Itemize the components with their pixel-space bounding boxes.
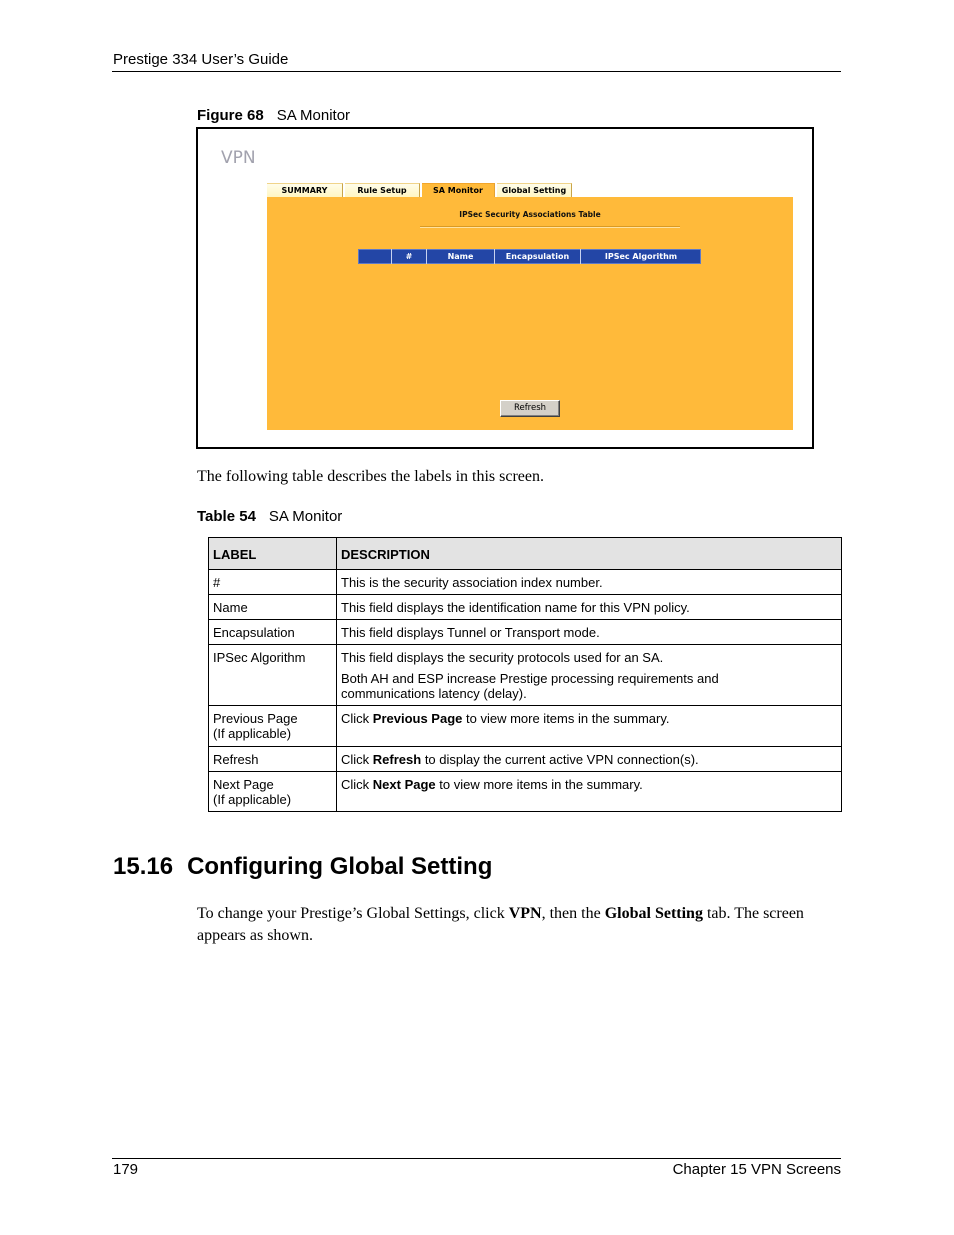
description-text: to view more items in the summary. — [462, 711, 670, 726]
label-note: (If applicable) — [213, 792, 292, 807]
table-row — [209, 645, 842, 706]
body-text: tab. The screen appears as shown. — [197, 905, 804, 944]
label-text: Next Page — [213, 777, 274, 792]
row-label: Name — [209, 595, 337, 620]
description-text: to display the current active VPN connection(s). — [421, 752, 699, 767]
section-body-text — [197, 903, 827, 947]
description-emphasis: Previous Page — [372, 711, 463, 726]
column-header-encapsulation: Encapsulation — [495, 249, 581, 264]
row-label: Refresh — [209, 747, 337, 772]
table-caption — [197, 508, 342, 526]
sa-monitor-description-table — [208, 537, 842, 812]
figure-label: Figure 68 — [197, 107, 264, 124]
running-header: Prestige 334 User’s Guide — [113, 51, 289, 68]
row-description — [337, 772, 842, 812]
description-text: to view more items in the summary. — [435, 777, 643, 792]
description-emphasis: Next Page — [372, 777, 436, 792]
description-text: Click — [341, 777, 373, 792]
row-description: This field displays the identification name for this VPN policy. — [337, 595, 842, 620]
body-emphasis-vpn: VPN — [508, 905, 542, 922]
label-note: (If applicable) — [213, 726, 292, 741]
tab-rule-setup[interactable]: Rule Setup — [345, 183, 420, 197]
body-emphasis-global-setting: Global Setting — [604, 905, 703, 922]
table-title: SA Monitor — [268, 508, 343, 525]
figure-title: SA Monitor — [276, 107, 351, 124]
refresh-button[interactable]: Refresh — [500, 400, 560, 417]
sa-table-header — [358, 249, 701, 264]
row-description — [337, 645, 842, 706]
column-header-ipsec-algorithm: IPSec Algorithm — [604, 252, 678, 261]
table-row — [209, 620, 842, 645]
column-header-index: # — [392, 249, 427, 264]
description-text: Click — [341, 752, 373, 767]
section-number: 15.16 — [113, 853, 174, 880]
column-header-name: Name — [427, 249, 495, 264]
table-row — [209, 706, 842, 747]
column-header-blank — [358, 249, 392, 264]
label-text: Previous Page — [213, 711, 298, 726]
tab-summary[interactable]: SUMMARY — [267, 183, 343, 197]
table-header-row — [209, 538, 842, 570]
figure-caption — [197, 107, 350, 125]
section-heading — [113, 852, 492, 882]
sa-table-title: IPSec Security Associations Table — [459, 210, 601, 219]
description-emphasis: Refresh — [372, 752, 422, 767]
intro-paragraph: The following table describes the labels in this screen. — [197, 468, 545, 485]
header-rule — [112, 71, 841, 72]
row-label: # — [209, 570, 337, 595]
row-description — [337, 706, 842, 747]
table-row — [209, 570, 842, 595]
description-note: Both AH and ESP increase Prestige processing requirements and communications latency (delay). — [341, 671, 719, 701]
row-label: Encapsulation — [209, 620, 337, 645]
table-row — [209, 747, 842, 772]
running-footer: Chapter 15 VPN Screens — [672, 1161, 841, 1178]
description-text: This field displays the security protocols used for an SA. — [341, 650, 664, 665]
row-description: This field displays Tunnel or Transport mode. — [337, 620, 842, 645]
table-row — [209, 595, 842, 620]
section-title: Configuring Global Setting — [187, 853, 493, 880]
page-number: 179 — [113, 1161, 139, 1178]
table-label: Table 54 — [197, 508, 256, 525]
tab-sa-monitor[interactable]: SA Monitor — [422, 183, 495, 197]
footer-rule — [112, 1158, 841, 1159]
body-text: , then the — [541, 905, 605, 922]
row-label: IPSec Algorithm — [209, 645, 337, 706]
sa-monitor-screenshot — [196, 127, 814, 449]
column-header-description: DESCRIPTION — [337, 538, 842, 570]
table-row — [209, 772, 842, 812]
sa-table-title-divider — [420, 226, 680, 228]
tab-content-panel — [267, 197, 793, 430]
body-text: To change your Prestige’s Global Settings, click — [197, 905, 509, 922]
screen-title: VPN — [221, 148, 256, 168]
description-text: Click — [341, 711, 373, 726]
tab-global-setting[interactable]: Global Setting — [497, 183, 572, 197]
row-label — [209, 706, 337, 747]
row-description: This is the security association index number. — [337, 570, 842, 595]
row-label — [209, 772, 337, 812]
row-description — [337, 747, 842, 772]
column-header-label: LABEL — [209, 538, 337, 570]
